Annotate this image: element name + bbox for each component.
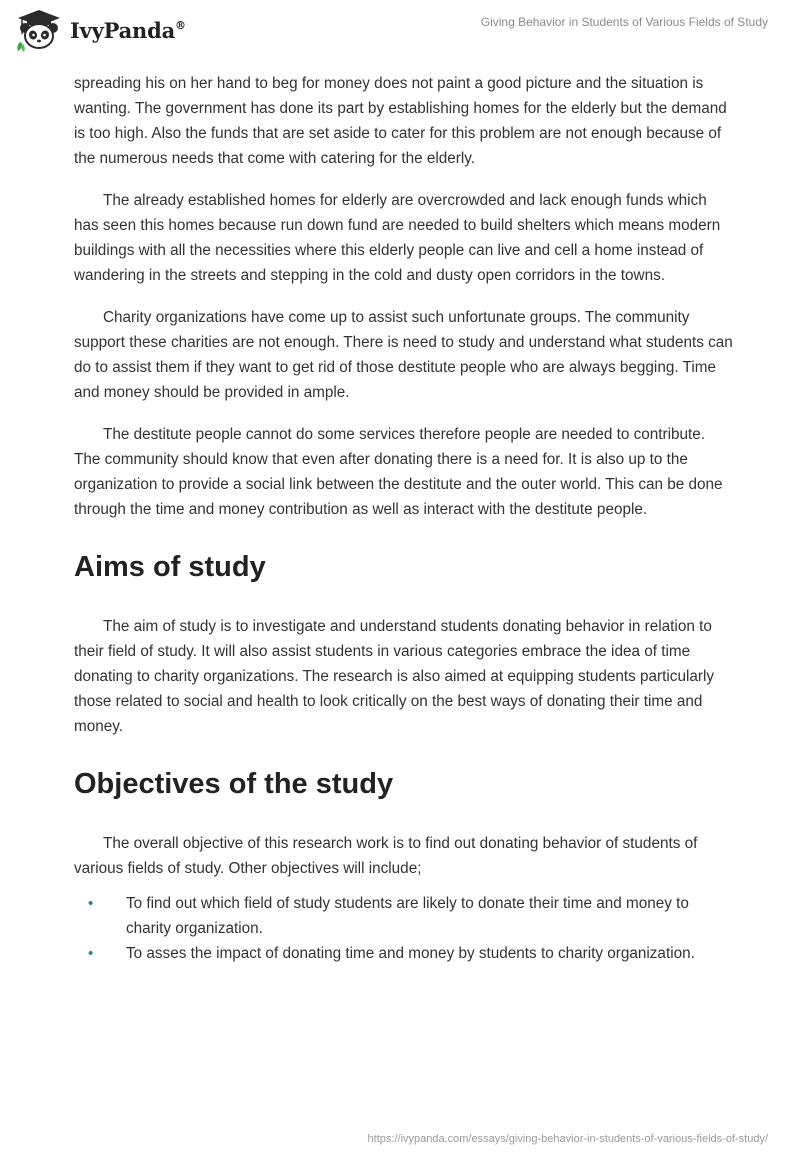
- aims-heading: Aims of study: [74, 551, 266, 583]
- bullet-icon: •: [88, 945, 94, 962]
- aims-paragraph: The aim of study is to investigate and understand students donating behavior in relation to their field of study. It will also assist students in various categories embrace the idea of time donating to charity organizations. The research is also aimed at equipping students particularly those related to social and health to look critically on the best ways of donating their time and money.: [74, 618, 715, 735]
- brand-name: IvyPanda®: [70, 17, 186, 43]
- page-header: [0, 0, 800, 60]
- objectives-heading: Objectives of the study: [74, 768, 394, 800]
- list-item-text: To asses the impact of donating time and money by students to charity organization.: [126, 945, 695, 962]
- paragraph: The destitute people cannot do some services therefore people are needed to contribute. The community should know that even after donating there is a need for. It is also up to the organization to provide a social link between the destitute and the outer world. This can be done through the time and money contribution as well as interact with the destitute people.: [74, 426, 723, 518]
- list-item: [74, 941, 734, 966]
- source-url-link[interactable]: https://ivypanda.com/essays/giving-behavior-in-students-of-various-fields-of-study/: [367, 1133, 768, 1145]
- paragraph: Charity organizations have come up to assist such unfortunate groups. The community support these charities are not enough. There is need to study and understand what students can do to assist them if they want to get rid of those destitute people who are always begging. Time and money should be provided in ample.: [74, 309, 733, 401]
- document-title: Giving Behavior in Students of Various Fields of Study: [480, 15, 768, 29]
- objectives-paragraph: The overall objective of this research work is to find out donating behavior of students of various fields of study. Other objectives will include;: [74, 835, 698, 877]
- ivypanda-logo[interactable]: [14, 8, 186, 52]
- list-item-text: To find out which field of study students are likely to donate their time and money to charity organization.: [126, 895, 689, 937]
- panda-graduate-icon: [14, 8, 64, 52]
- paragraph: spreading his on her hand to beg for money does not paint a good picture and the situation is wanting. The government has done its part by establishing homes for the elderly but the demand is too high. Also the funds that are set aside to cater for this problem are not enough because of the numerous needs that come with catering for the elderly.: [74, 75, 727, 167]
- paragraph: The already established homes for elderly are overcrowded and lack enough funds which has seen this homes because run down fund are needed to build shelters which means modern buildings with all the necessities where this elderly people can live and cell a home instead of wandering in the streets and stepping in the cold and dusty open corridors in the towns.: [74, 192, 721, 284]
- essay-body: [74, 71, 734, 966]
- objectives-list: [74, 891, 734, 966]
- list-item: [74, 891, 734, 941]
- bullet-icon: •: [88, 895, 94, 912]
